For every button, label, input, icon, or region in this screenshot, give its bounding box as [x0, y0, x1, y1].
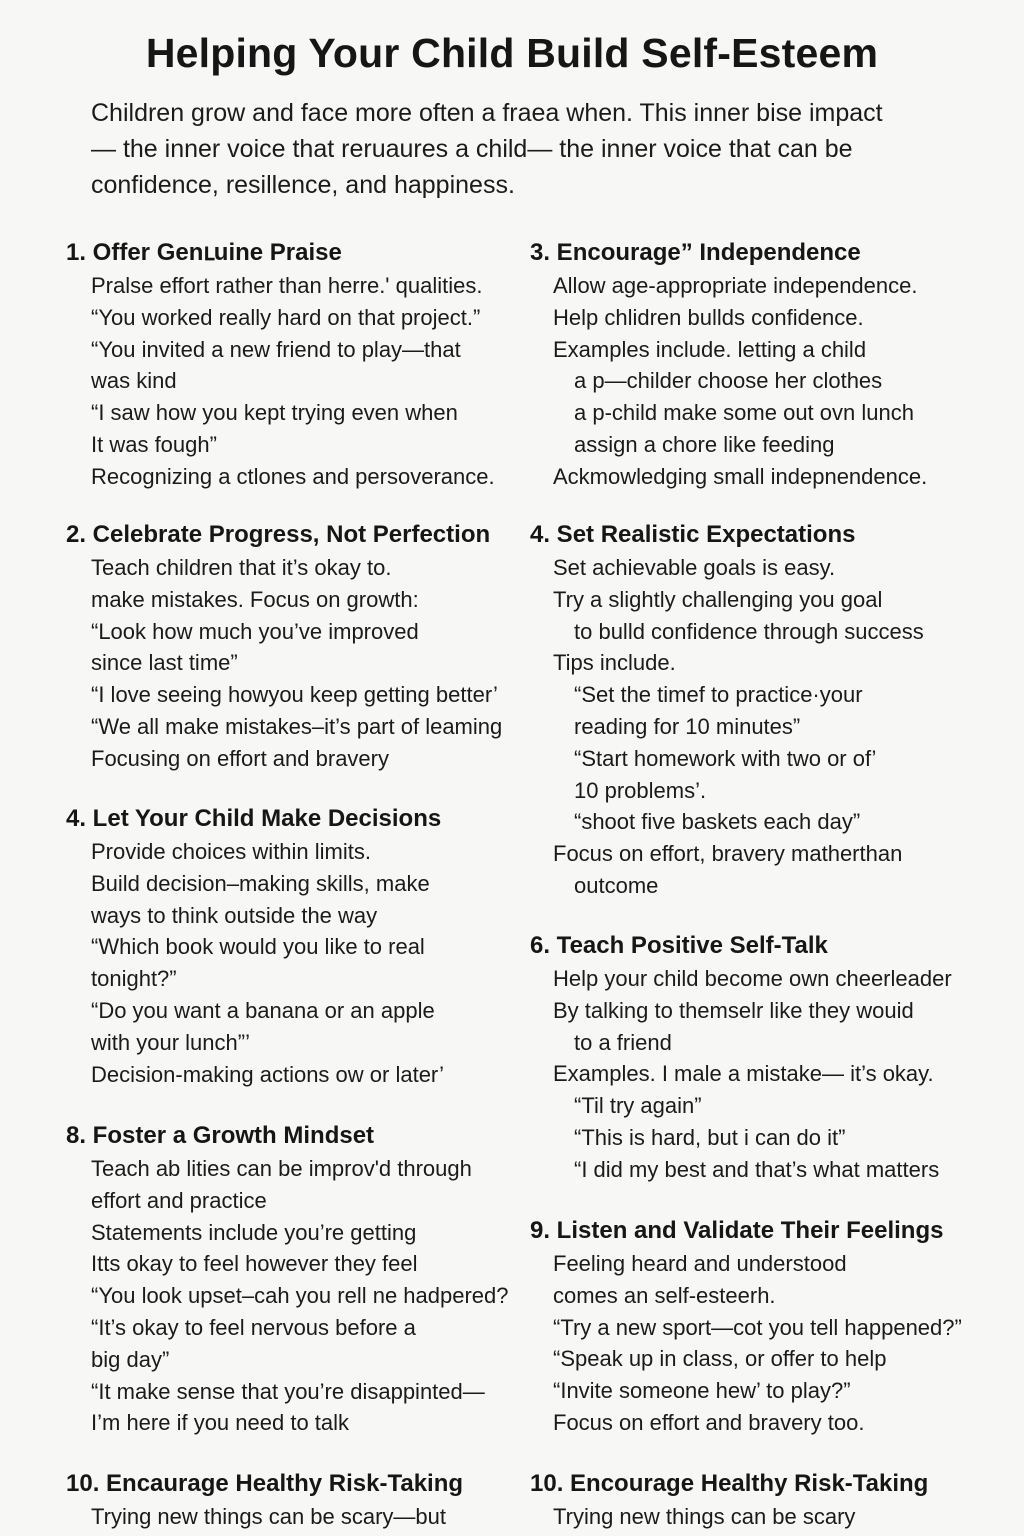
body-line: tonight?” [91, 966, 177, 992]
body-line: “I saw how you kept trying even when [91, 400, 458, 426]
section-heading: 10. Encaurage Healthy Risk-Taking [66, 1470, 464, 1497]
body-line: with your lunch”’ [91, 1029, 250, 1055]
body-line: Tips include. [553, 650, 676, 676]
body-line: I’m here if you need to talk [91, 1410, 350, 1436]
section-body [530, 1501, 1000, 1533]
body-line: “It’s okay to feel nervous before a [91, 1314, 416, 1340]
section-heading: 3. Encourage” Independence [530, 239, 861, 266]
section-realistic-expectations [530, 518, 1000, 902]
body-line: Decision-making actions ow or later’ [91, 1061, 444, 1087]
body-line: Focusing on effort and bravery [91, 745, 389, 771]
body-line: Recognizing a ctlones and persoverance. [91, 463, 495, 489]
body-line: Itts okay to feel however they feel [91, 1251, 418, 1277]
body-line: “You look upset–cah you rell ne hadpered? [91, 1283, 509, 1309]
page-title: Helping Your Child Build Self-Esteem [145, 30, 879, 76]
section-body [530, 270, 1000, 493]
body-line: “You worked really hard on that project.” [91, 304, 481, 330]
example-line: to bulld confidence through success [574, 618, 924, 644]
body-line: Examples. I male a mistake— it’s okay. [553, 1061, 934, 1087]
section-body [66, 552, 536, 775]
body-line: By talking to themselr like they wouid [553, 997, 914, 1023]
section-celebrate-progress [66, 518, 536, 775]
section-body [66, 270, 536, 493]
section-body [530, 552, 1000, 902]
body-line: Statements include you’re getting [91, 1219, 417, 1245]
body-line: “Speak up in class, or offer to help [553, 1346, 887, 1372]
body-line: Build decision–making skills, make [91, 870, 430, 896]
section-validate-feelings [530, 1214, 1000, 1439]
example-line: outcome [574, 872, 659, 898]
section-body [530, 963, 1000, 1186]
body-line: “You invited a new friend to play—that [91, 336, 461, 362]
body-line: Pralse effort rather than herre.' qualities. [91, 273, 483, 298]
body-line: “I love seeing howyou keep getting better’ [91, 682, 498, 708]
example-line: “Set the timef to practice·your [574, 682, 863, 708]
intro-paragraph [91, 95, 971, 203]
example-line: a p-child make some out ovn lunch [574, 400, 914, 426]
section-body [530, 1248, 1000, 1439]
body-line: Provide choices within limits. [91, 839, 371, 864]
intro-line: confidence, resillence, and happiness. [91, 171, 515, 199]
example-line: reading for 10 minutes” [574, 713, 801, 739]
section-heading: 9. Listen and Validate Their Feelings [530, 1217, 944, 1244]
body-line: was kind [91, 368, 177, 394]
body-line: “Try a new sport—cot you tell happened?” [553, 1314, 962, 1340]
body-line: Ackmowledging small indepnendence. [553, 463, 928, 489]
body-line: ways to think outside the way [91, 902, 378, 928]
body-line: Help chlidren bullds confidence. [553, 304, 864, 330]
body-line: effort and practice [91, 1187, 267, 1213]
example-line: a p—childer choose her clothes [574, 368, 883, 394]
section-heading: 8. Foster a Growth Mindset [66, 1122, 375, 1149]
intro-line: Children grow and face more often a fraea when. This inner bise impact [91, 99, 883, 127]
section-offer-praise [66, 236, 536, 493]
section-heading: 10. Encourage Healthy Risk-Taking [530, 1470, 929, 1497]
example-line: “I did my best and that’s what matters [574, 1156, 940, 1182]
example-line: “shoot five baskets each day” [574, 809, 861, 835]
body-line: “Invite someone hew’ to play?” [553, 1378, 851, 1404]
section-body [66, 836, 536, 1090]
body-line: Teach ab lities can be improv'd through [91, 1156, 472, 1181]
section-let-child-decide [66, 802, 536, 1090]
body-line: “Do you want a banana or an apple [91, 997, 435, 1023]
body-line: “It make sense that you’re disappinted— [91, 1378, 485, 1404]
body-line: Focus on effort and bravery too. [553, 1409, 865, 1435]
example-line: 10 problems’. [574, 777, 707, 803]
body-line: Trying new things can be scary—but [91, 1504, 447, 1529]
body-line: big day” [91, 1346, 170, 1372]
body-line: Examples include. letting a child [553, 336, 867, 362]
example-line: “This is hard, but i can do it” [574, 1124, 846, 1150]
body-line: “Look how much you’ve improved [91, 618, 419, 644]
body-line: since last time” [91, 650, 238, 676]
body-line: make mistakes. Focus on growth: [91, 586, 419, 612]
section-body [66, 1153, 536, 1439]
body-line: Set achievable goals is easy. [553, 555, 836, 580]
example-line: “Start homework with two or of’ [574, 745, 877, 771]
section-positive-self-talk [530, 929, 1000, 1186]
section-heading: 6. Teach Positive Self-Talk [530, 932, 828, 959]
intro-line: — the inner voice that reruaures a child— the inner voice that can be [91, 135, 853, 163]
body-line: Help your child become own cheerleader [553, 966, 952, 991]
example-line: “Til try again” [574, 1093, 702, 1119]
body-line: Focus on effort, bravery matherthan [553, 841, 903, 867]
section-growth-mindset [66, 1119, 536, 1439]
example-line: to a friend [574, 1029, 672, 1055]
section-body [66, 1501, 536, 1533]
body-line: Teach children that it’s okay to. [91, 555, 392, 580]
body-line: “Which book would you like to real [91, 934, 425, 960]
body-line: Feeling heard and understood [553, 1251, 847, 1276]
section-heading: 2. Celebrate Progress, Not Perfection [66, 521, 491, 548]
body-line: It was fough” [91, 431, 217, 457]
example-line: assign a chore like feeding [574, 431, 835, 457]
section-independence [530, 236, 1000, 493]
body-line: “We all make mistakes–it’s part of leaming [91, 713, 503, 739]
section-risk-taking-left [66, 1467, 536, 1533]
section-heading: 1. Offer Genւuine Praise [66, 239, 342, 266]
section-heading: 4. Set Realistic Expectations [530, 521, 856, 548]
body-line: Try a slightly challenging you goal [553, 586, 883, 612]
body-line: Trying new things can be scary [553, 1504, 856, 1529]
body-line: Allow age-appropriate independence. [553, 273, 918, 298]
section-risk-taking-right [530, 1467, 1000, 1533]
body-line: comes an self-esteerh. [553, 1282, 776, 1308]
section-heading: 4. Let Your Child Make Decisions [66, 805, 442, 832]
